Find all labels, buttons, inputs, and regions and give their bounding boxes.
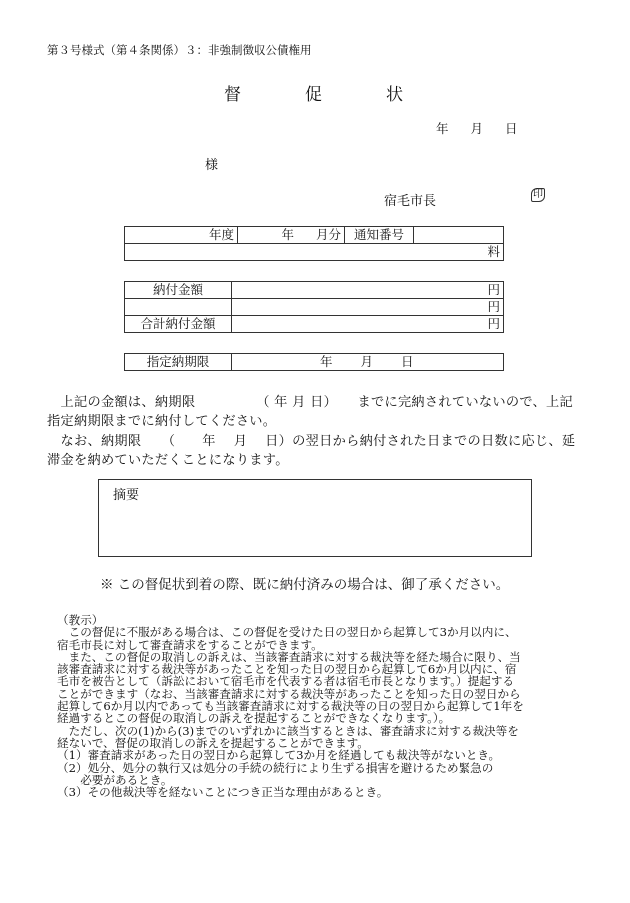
amount-unit: 円: [232, 316, 504, 333]
memo-label: 摘要: [113, 488, 140, 503]
form-number: 第３号様式（第４条関係）３：非強制徴収公債権用: [47, 43, 312, 57]
date-day: 日: [505, 121, 518, 136]
period-year: 年: [281, 227, 294, 242]
instruction-line: （1）審査請求があった日の翌日から起算して3か月を経過しても裁決等がないとき。: [57, 748, 501, 763]
notice-info-table: [124, 226, 504, 261]
total-amount-label: 合計納付金額: [125, 316, 232, 333]
body-line: なお、納期限 （ 年 月 日）の翌日から納付された日までの日数に応じ、延: [47, 434, 576, 449]
instruction-line: 該審査請求に対する裁決等があったことを知った日の翌日から起算して6か月以内に、宿: [57, 662, 517, 677]
amount-label-blank: [125, 299, 232, 316]
instruction-line: （教示）: [57, 613, 104, 627]
instruction-line: この督促に不服がある場合は、この督促を受けた日の翌日から起算して3か月以内に、: [57, 625, 517, 640]
instruction-line: 起算して6か月以内であっても当該審査請求に対する裁決等の日の翌日から起算して1年を: [57, 699, 524, 714]
period-month: 月分: [315, 227, 341, 242]
amount-unit: 円: [232, 299, 504, 316]
deadline-month: 月: [360, 354, 374, 369]
body-line: 指定納期限までに納付してください。: [47, 414, 277, 429]
amount-table: [124, 281, 504, 333]
date-month: 月: [470, 121, 484, 136]
instruction-line: （3）その他裁決等を経ないことにつき正当な理由があるとき。: [57, 785, 389, 800]
amount-label: 納付金額: [125, 282, 232, 299]
fee-label: 料: [125, 244, 504, 261]
body-line: 滞金を納めていただくことになります。: [47, 453, 289, 468]
title-char: 促: [305, 85, 322, 105]
instruction-block: [57, 614, 524, 798]
instruction-line: 経ないで、督促の取消しの訴えを提起することができます。: [57, 735, 369, 750]
memo-box: [98, 479, 532, 557]
instruction-line: 宿毛市長に対して審査請求をすることができます。: [57, 637, 323, 652]
date-year: 年: [436, 121, 449, 136]
issue-date: [436, 119, 518, 137]
instruction-line: ただし、次の(1)から(3)までのいずれかに該当するときは、審査請求に対する裁決等を: [57, 723, 519, 738]
body-line: 上記の金額は、納期限 （ 年 月 日） までに完納されていないので、上記: [47, 395, 574, 410]
seal-mark: 印: [533, 189, 543, 200]
instruction-line: また、この督促の取消しの訴えは、当該審査請求に対する裁決等を経た場合に限り、当: [57, 649, 521, 664]
amount-unit: 円: [232, 282, 504, 299]
deadline-table: [124, 353, 504, 371]
instruction-line: 必要があるとき。: [57, 772, 173, 787]
fiscal-year-label: 年度: [125, 227, 238, 244]
deadline-date: [232, 354, 504, 371]
document-title: [224, 80, 403, 105]
title-char: 状: [386, 85, 403, 105]
payment-notice: ※ この督促状到着の際、既に納付済みの場合は、御了承ください。: [100, 577, 510, 593]
deadline-year: 年: [320, 354, 333, 369]
billing-period: [238, 227, 345, 244]
instruction-line: 毛市を被告として（訴訟において宿毛市を代表する者は宿毛市長となります。）提起する: [57, 674, 515, 689]
instruction-line: （2）処分、処分の執行又は処分の手続の続行により生ずる損害を避けるため緊急の: [57, 760, 494, 775]
instruction-line: 経過するとこの督促の取消しの訴えを提起することができなくなります。）。: [57, 711, 451, 726]
addressee-suffix: 様: [205, 158, 219, 173]
instruction-line: ことができます（なお、当該審査請求に対する裁決等があったことを知った日の翌日から: [57, 686, 521, 701]
notice-number-label: 通知番号: [345, 227, 414, 244]
notice-number-value: [414, 227, 504, 244]
deadline-label: 指定納期限: [125, 354, 232, 371]
deadline-day: 日: [401, 354, 414, 369]
issuer-name: 宿毛市長: [384, 194, 437, 209]
title-char: 督: [224, 85, 241, 105]
